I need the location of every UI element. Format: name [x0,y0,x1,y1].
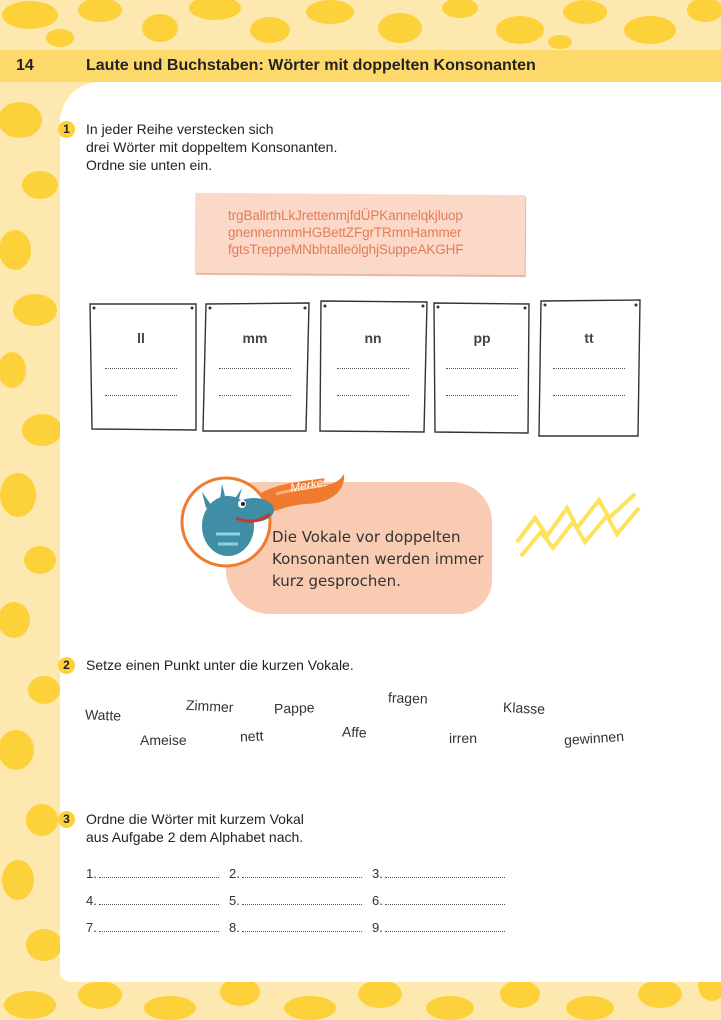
answer-number: 6. [372,893,383,908]
answer-number: 2. [229,866,240,881]
merke-line: kurz gesprochen. [272,572,401,590]
task-1-line: drei Wörter mit doppeltem Konsonanten. [86,139,338,155]
answer-slot[interactable] [229,893,362,908]
merke-line: Konsonanten werden immer [272,550,484,568]
answer-line[interactable] [446,395,518,396]
page-number: 14 [16,57,34,74]
word-item[interactable]: Pappe [273,699,315,717]
word-item[interactable]: Watte [84,706,122,724]
task-3-instructions [86,810,304,846]
answer-line[interactable] [105,395,177,396]
answer-number: 8. [229,920,240,935]
page-title: Laute und Buchstaben: Wörter mit doppelten Konsonanten [86,57,536,74]
word-item[interactable]: Klasse [502,698,546,718]
task-3-line: Ordne die Wörter mit kurzem Vokal [86,811,304,827]
word-item[interactable]: fragen [387,689,428,707]
answer-slot[interactable] [86,893,219,908]
answer-number: 3. [372,866,383,881]
merke-rule-text [272,526,484,592]
answer-line[interactable] [105,368,177,369]
box-label-nn: nn [364,330,382,346]
answer-slot[interactable] [372,866,505,881]
word-item[interactable]: Ameise [140,732,187,748]
answer-number: 1. [86,866,97,881]
answer-line[interactable] [219,395,291,396]
task-1-line: Ordne sie unten ein. [86,157,213,173]
letter-row: trgBallrthLkJrettenmjfdÜPKannelqkjluop [228,208,463,223]
merke-label: Merke! [289,474,328,496]
answer-line[interactable] [219,368,291,369]
word-item[interactable]: irren [449,730,478,746]
word-item[interactable]: Affe [341,723,368,741]
answer-line[interactable] [553,368,625,369]
word-item[interactable]: gewinnen [563,727,625,749]
answer-number: 7. [86,920,97,935]
box-label-pp: pp [473,330,491,346]
task-2-instructions: Setze einen Punkt unter die kurzen Vokale. [86,657,354,673]
answer-slot[interactable] [86,920,219,935]
task-3-line: aus Aufgabe 2 dem Alphabet nach. [86,829,304,845]
answer-number: 5. [229,893,240,908]
task-1-number: 1 [58,121,75,138]
answer-line[interactable] [337,368,409,369]
letter-row: gnennenmmHGBettZFgrTRmnHammer [228,225,462,240]
answer-line[interactable] [337,395,409,396]
box-label-ll: ll [137,330,145,346]
answer-line[interactable] [446,368,518,369]
merke-line: Die Vokale vor doppelten [272,528,461,546]
word-item[interactable]: nett [239,727,264,745]
box-label-tt: tt [584,330,594,346]
letter-row: fgtsTreppeMNbhtalleölghjSuppeAKGHF [228,242,464,257]
box-label-mm: mm [242,330,268,346]
answer-slot[interactable] [372,920,505,935]
task-1-line: In jeder Reihe verstecken sich [86,121,274,137]
answer-slot[interactable] [372,893,505,908]
sorting-boxes-outline [0,0,721,450]
word-item[interactable]: Zimmer [185,696,234,716]
answer-number: 9. [372,920,383,935]
task-2-number: 2 [58,657,75,674]
zigzag-decoration [515,490,645,560]
answer-slot[interactable] [229,866,362,881]
answer-line[interactable] [553,395,625,396]
task-3-number: 3 [58,811,75,828]
answer-slot[interactable] [229,920,362,935]
answer-slot[interactable] [86,866,219,881]
answer-number: 4. [86,893,97,908]
